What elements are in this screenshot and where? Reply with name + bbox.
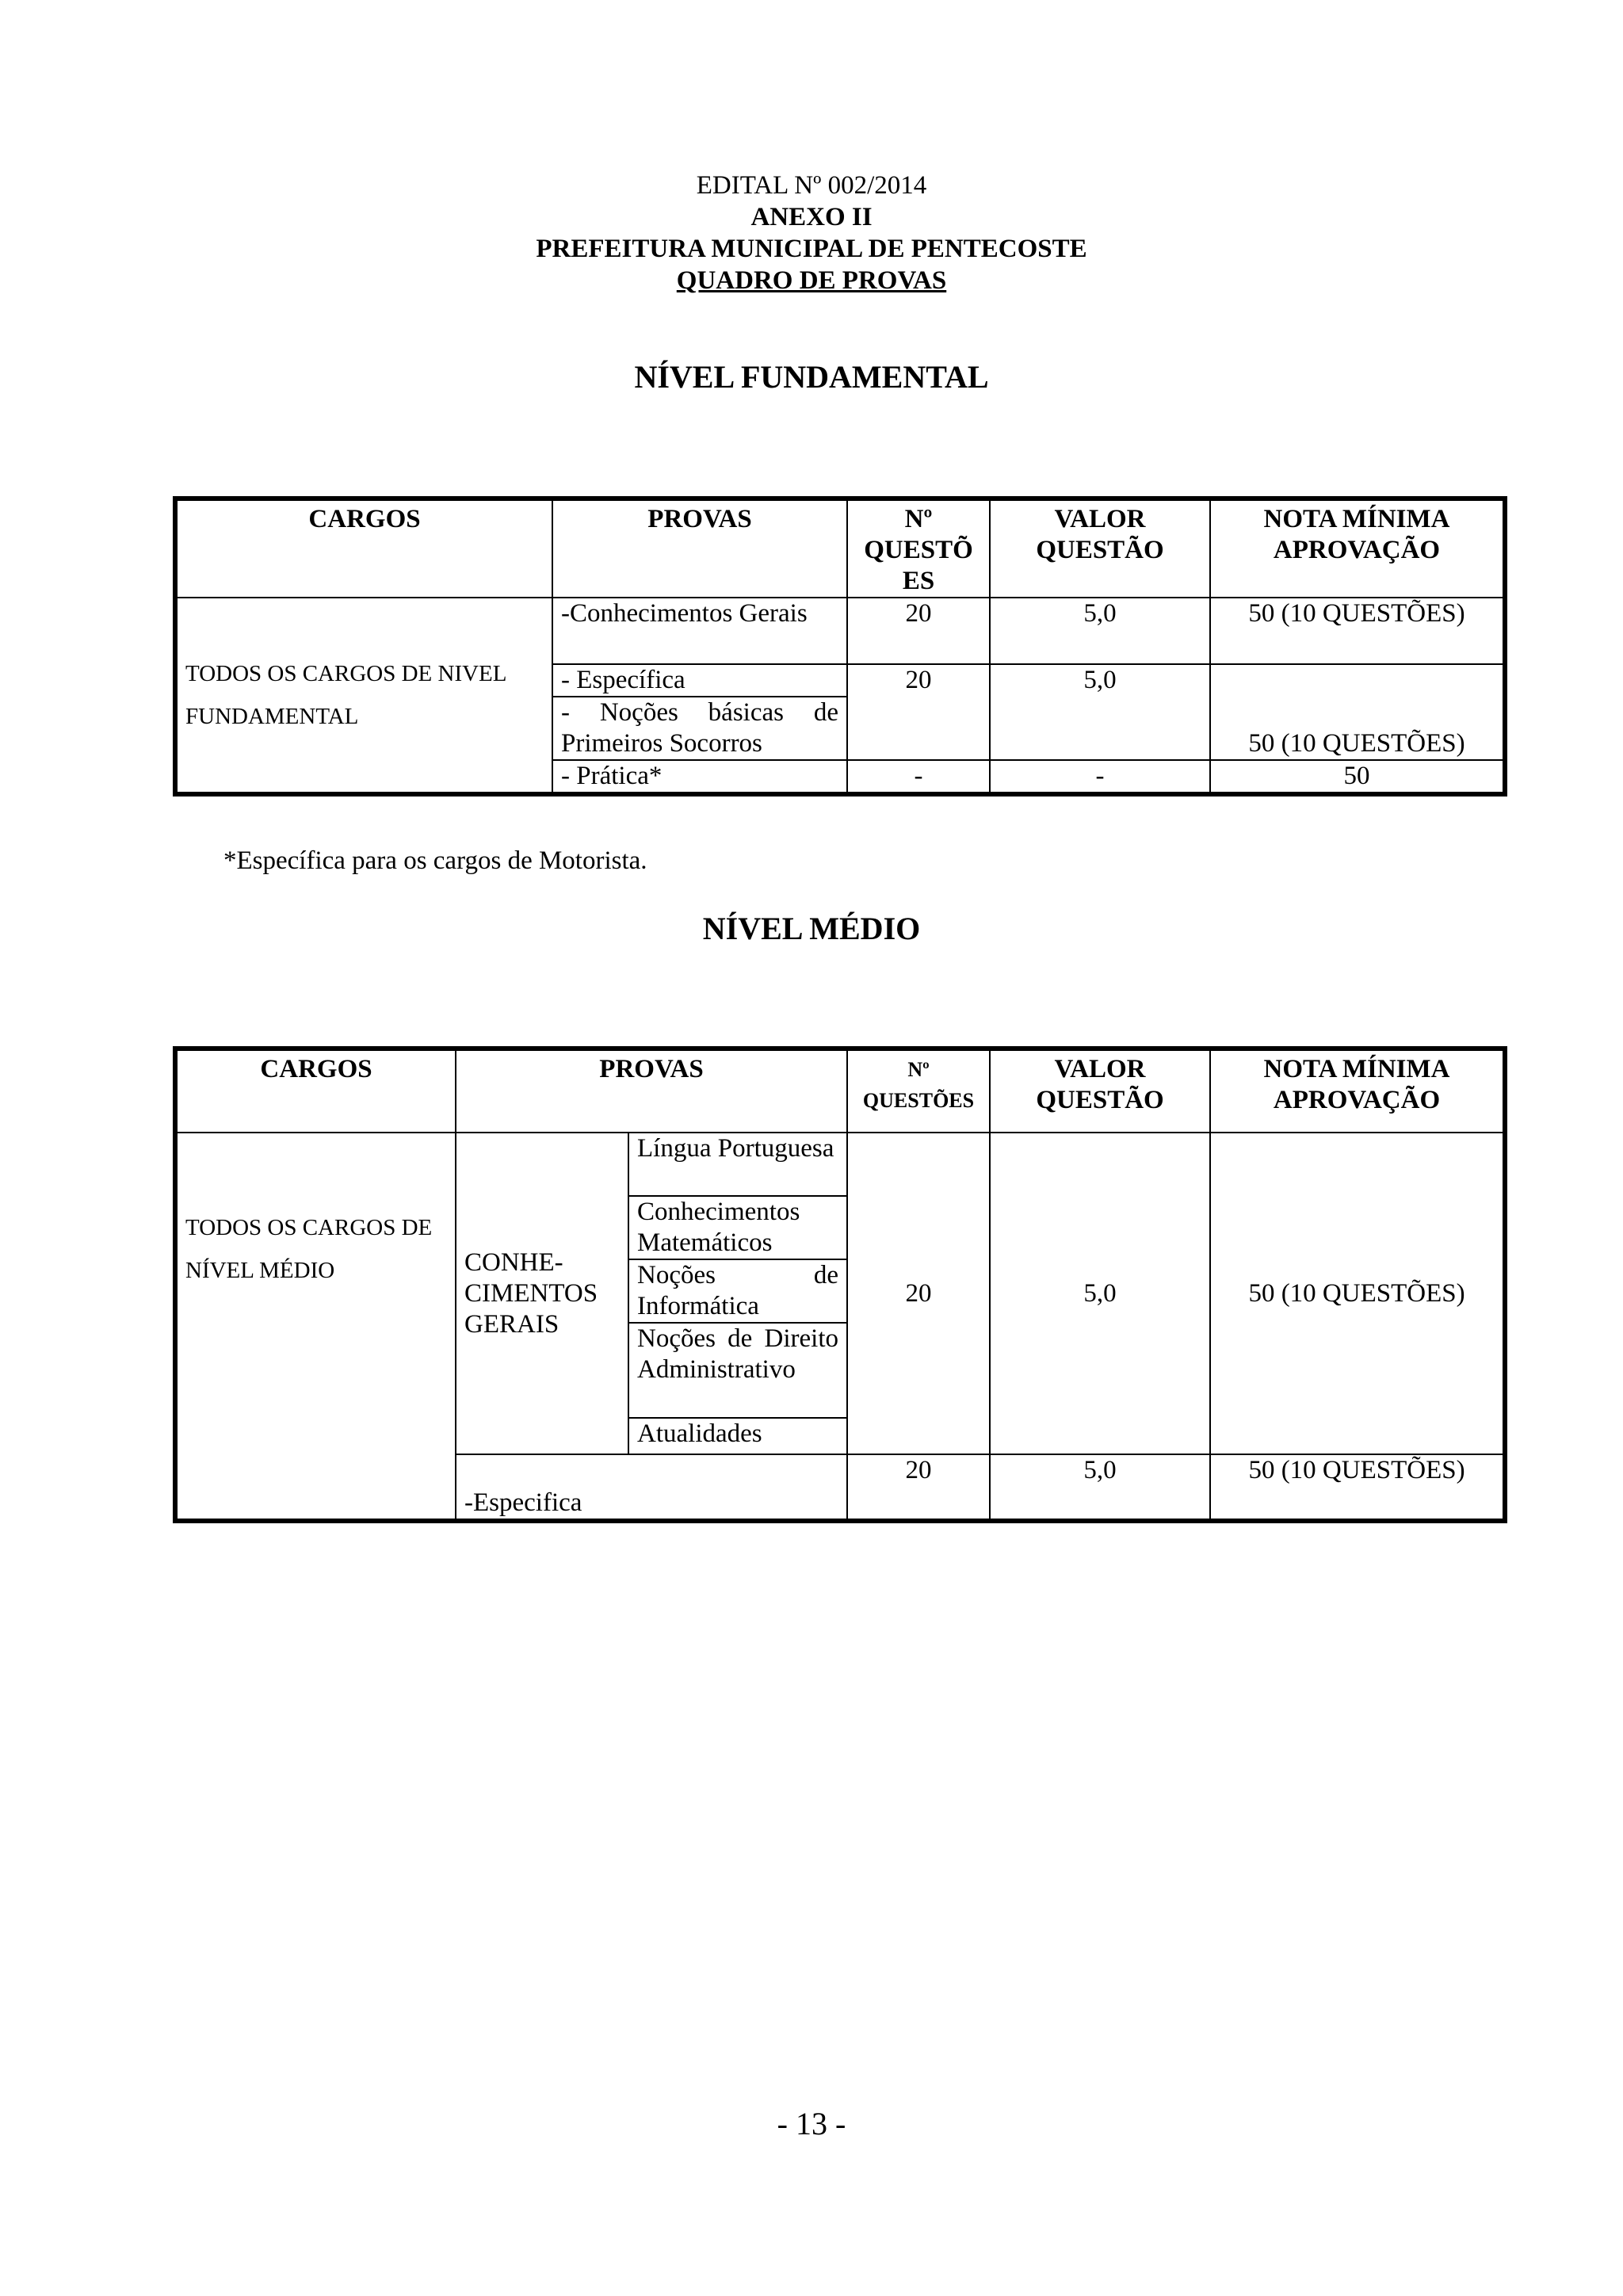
- section-title: QUADRO DE PROVAS: [676, 266, 947, 295]
- questoes-cell: -: [847, 760, 990, 794]
- prova-cell: - Noções básicas de Primeiros Socorros: [552, 697, 847, 760]
- prova-cell: -Conhecimentos Gerais: [552, 598, 847, 664]
- valor-cell: 5,0: [990, 1133, 1210, 1454]
- col-cargos: CARGOS: [175, 499, 552, 598]
- cargo-text: TODOS OS CARGOS DE NÍVEL MÉDIO: [185, 1215, 433, 1283]
- nota-cell: 50 (10 QUESTÕES): [1210, 1133, 1505, 1454]
- valor-cell: 5,0: [990, 598, 1210, 664]
- document-header: [0, 170, 1623, 296]
- table-row: [175, 598, 1505, 664]
- col-cargos: CARGOS: [175, 1049, 456, 1133]
- table-row: [175, 1133, 1505, 1196]
- cargo-cell: [175, 598, 552, 794]
- fundamental-heading: NÍVEL FUNDAMENTAL: [634, 359, 989, 395]
- cargo-text: TODOS OS CARGOS DE NIVEL FUNDAMENTAL: [185, 661, 506, 729]
- especifica-cell: -Especifica: [456, 1454, 847, 1521]
- col-valor-questao: VALOR QUESTÃO: [990, 499, 1210, 598]
- col-provas: PROVAS: [456, 1049, 847, 1133]
- medio-table: [173, 1046, 1507, 1523]
- fundamental-table: [173, 496, 1507, 797]
- col-provas: PROVAS: [552, 499, 847, 598]
- nota-cell: 50 (10 QUESTÕES): [1210, 598, 1505, 664]
- page-number: - 13 -: [777, 2106, 846, 2141]
- municipality-title: PREFEITURA MUNICIPAL DE PENTECOSTE: [536, 235, 1087, 263]
- medio-heading: NÍVEL MÉDIO: [702, 911, 921, 946]
- cargo-cell: [175, 1133, 456, 1521]
- subject-cell: Noções de Direito Administrativo: [628, 1323, 847, 1418]
- prova-cell: - Prática*: [552, 760, 847, 794]
- footnote: *Específica para os cargos de Motorista.: [223, 846, 647, 875]
- col-nota-minima: NOTA MÍNIMA APROVAÇÃO: [1210, 1049, 1505, 1133]
- nota-cell: 50 (10 QUESTÕES): [1210, 664, 1505, 760]
- subject-cell: Conhecimentos Matemáticos: [628, 1196, 847, 1259]
- annex-title: ANEXO II: [750, 203, 873, 231]
- valor-cell: -: [990, 760, 1210, 794]
- col-valor-questao: VALOR QUESTÃO: [990, 1049, 1210, 1133]
- table-header-row: [175, 499, 1505, 598]
- nota-cell: 50 (10 QUESTÕES): [1210, 1454, 1505, 1521]
- subject-cell: Noções de Informática: [628, 1259, 847, 1323]
- valor-cell: 5,0: [990, 664, 1210, 760]
- questoes-cell: 20: [847, 1133, 990, 1454]
- edital-number: EDITAL Nº 002/2014: [696, 171, 927, 200]
- questoes-cell: 20: [847, 598, 990, 664]
- subject-cell: Língua Portuguesa: [628, 1133, 847, 1196]
- group-cell: [456, 1133, 628, 1454]
- col-nota-minima: NOTA MÍNIMA APROVAÇÃO: [1210, 499, 1505, 598]
- subject-cell: Atualidades: [628, 1418, 847, 1454]
- col-num-questoes: Nº QUESTÕES: [847, 1049, 990, 1133]
- questoes-cell: 20: [847, 1454, 990, 1521]
- valor-cell: 5,0: [990, 1454, 1210, 1521]
- prova-cell: - Específica: [552, 664, 847, 697]
- col-num-questoes: Nº QUESTÕ ES: [847, 499, 990, 598]
- table-header-row: [175, 1049, 1505, 1133]
- questoes-cell: 20: [847, 664, 990, 760]
- group-text: CONHE- CIMENTOS GERAIS: [464, 1247, 598, 1339]
- nota-cell: 50: [1210, 760, 1505, 794]
